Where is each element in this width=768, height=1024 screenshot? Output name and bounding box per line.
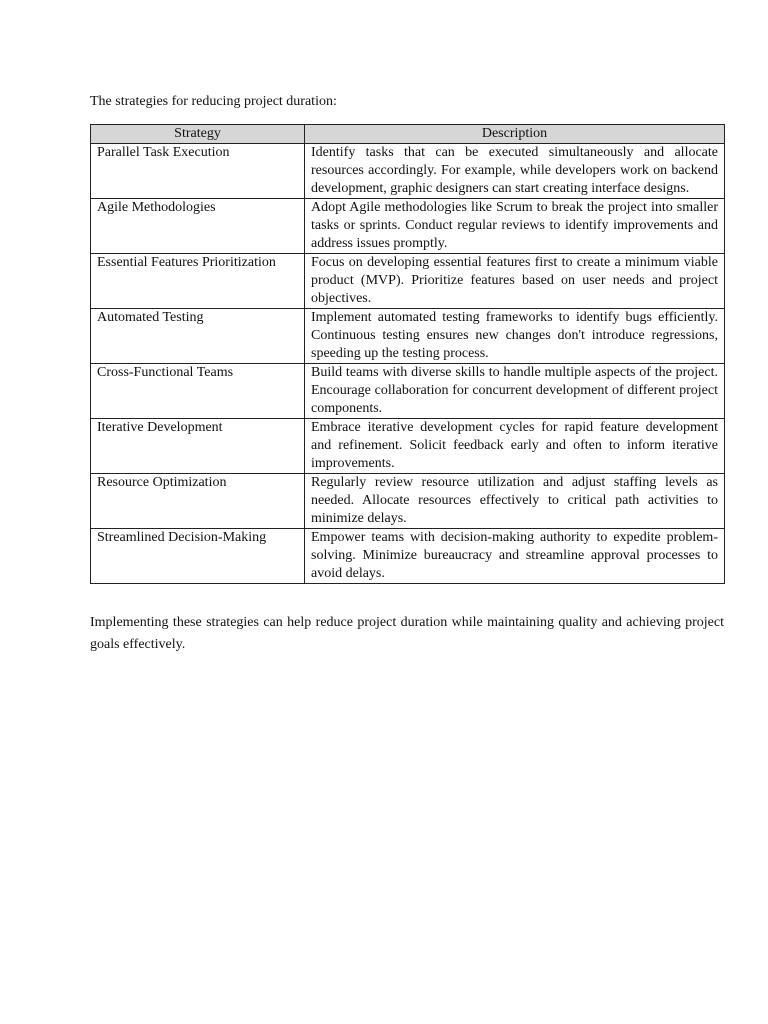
description-cell: Regularly review resource utilization and adjust staffing levels as needed. Allocate resources effectively to critical path activities to minimize delays. <box>305 474 725 529</box>
strategy-cell: Automated Testing <box>91 309 305 364</box>
strategy-cell: Agile Methodologies <box>91 199 305 254</box>
intro-text: The strategies for reducing project duration: <box>90 94 337 109</box>
strategy-cell: Resource Optimization <box>91 474 305 529</box>
description-cell: Implement automated testing frameworks to identify bugs efficiently. Continuous testing ensures new changes don't introduce regressions, speeding up the testing process. <box>305 309 725 364</box>
table-row <box>91 474 725 529</box>
strategy-cell: Iterative Development <box>91 419 305 474</box>
table-row <box>91 364 725 419</box>
table-row <box>91 309 725 364</box>
document-page <box>90 93 724 656</box>
strategies-table <box>90 124 725 584</box>
strategy-cell: Parallel Task Execution <box>91 144 305 199</box>
table-header-row <box>91 125 725 144</box>
table-row <box>91 199 725 254</box>
table-row <box>91 529 725 584</box>
header-strategy: Strategy <box>91 125 305 144</box>
conclusion-text: Implementing these strategies can help reduce project duration while maintaining quality and achieving project goals effectively. <box>90 615 724 652</box>
description-cell: Adopt Agile methodologies like Scrum to break the project into smaller tasks or sprints. Conduct regular reviews to identify improvements and address issues promptly. <box>305 199 725 254</box>
strategy-cell: Essential Features Prioritization <box>91 254 305 309</box>
description-cell: Focus on developing essential features first to create a minimum viable product (MVP). Prioritize features based on user needs and project objectives. <box>305 254 725 309</box>
description-cell: Empower teams with decision-making authority to expedite problem-solving. Minimize bureaucracy and streamline approval processes to avoid delays. <box>305 529 725 584</box>
description-cell: Identify tasks that can be executed simultaneously and allocate resources accordingly. For example, while developers work on backend development, graphic designers can start creating interface designs. <box>305 144 725 199</box>
strategy-cell: Cross-Functional Teams <box>91 364 305 419</box>
description-cell: Build teams with diverse skills to handle multiple aspects of the project. Encourage collaboration for concurrent development of different project components. <box>305 364 725 419</box>
strategy-cell: Streamlined Decision-Making <box>91 529 305 584</box>
table-row <box>91 419 725 474</box>
header-description: Description <box>305 125 725 144</box>
table-row <box>91 144 725 199</box>
table-row <box>91 254 725 309</box>
description-cell: Embrace iterative development cycles for rapid feature development and refinement. Solicit feedback early and often to inform iterative improvements. <box>305 419 725 474</box>
